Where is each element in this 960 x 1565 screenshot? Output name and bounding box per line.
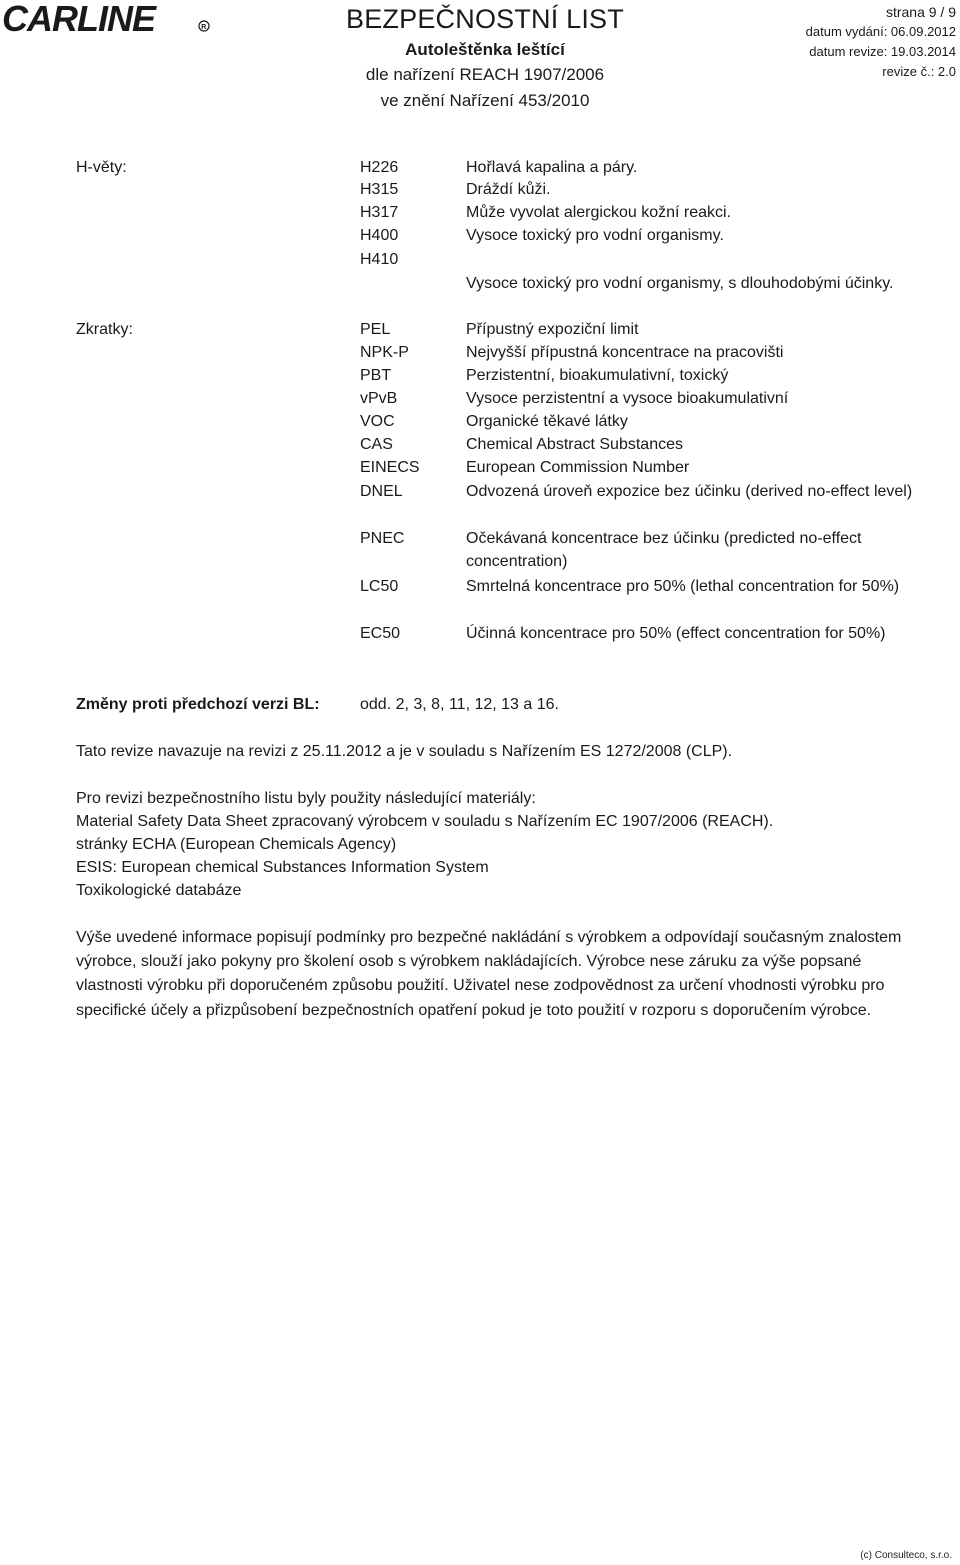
h-text: Vysoce toxický pro vodní organismy, s dlouhodobými účinky.	[466, 275, 894, 292]
abbr-code: PNEC	[360, 530, 405, 547]
abbr-text: Organické těkavé látky	[466, 413, 628, 430]
h-code: H400	[360, 227, 399, 244]
abbreviations-label: Zkratky:	[76, 321, 133, 338]
source-item: Toxikologické databáze	[76, 882, 242, 899]
abbr-text: European Commission Number	[466, 459, 690, 476]
h-code: H317	[360, 204, 399, 221]
disclaimer: Výše uvedené informace popisují podmínky pro bezpečné nakládání s výrobkem a odpovídají současným znalostem výrobce, slouží jako pokyny pro školení osob s výrobkem nakládajících. Výrobce nese záruku za výše popsané vlastnosti výrobku při doporučeném způsobu použití. Uživatel nese zodpovědnost za určení vhodnosti výrobku pro specifické účely a přizpůsobení bezpečnostních opatření pokud je toto použití v rozporu s doporučením výrobce.	[76, 929, 902, 1019]
carline-logo	[0, 0, 215, 40]
abbr-text: Nejvyšší přípustná koncentrace na pracovišti	[466, 344, 784, 361]
source-item: Material Safety Data Sheet zpracovaný výrobcem v souladu s Nařízením EC 1907/2006 (REACH).	[76, 813, 774, 830]
source-item: stránky ECHA (European Chemicals Agency)	[76, 836, 397, 853]
changes-value: odd. 2, 3, 8, 11, 12, 13 a 16.	[360, 696, 559, 713]
svg-text:CARLINE: CARLINE	[2, 0, 155, 39]
abbr-code: VOC	[360, 413, 395, 430]
regulation: dle nařízení REACH 1907/2006	[365, 65, 605, 84]
page-number: strana 9 / 9	[885, 4, 956, 20]
h-statements-label: H-věty:	[76, 159, 127, 176]
abbr-code: CAS	[360, 436, 393, 453]
sources-intro: Pro revizi bezpečnostního listu byly použity následující materiály:	[76, 790, 536, 807]
revision-number: revize č.: 2.0	[882, 64, 956, 79]
abbr-text: Smrtelná koncentrace pro 50% (lethal concentration for 50%)	[466, 578, 900, 595]
h-code: H410	[360, 251, 399, 268]
revision-note: Tato revize navazuje na revizi z 25.11.2012 a je v souladu s Nařízením ES 1272/2008 (CLP).	[76, 743, 733, 760]
abbr-text: Účinná koncentrace pro 50% (effect concentration for 50%)	[466, 625, 886, 642]
h-text: Může vyvolat alergickou kožní reakci.	[466, 204, 731, 221]
svg-text:R: R	[201, 24, 207, 31]
header-center	[300, 2, 670, 114]
abbr-code: NPK-P	[360, 344, 409, 361]
abbr-code: EC50	[360, 625, 401, 642]
abbr-code: PEL	[360, 321, 391, 338]
abbr-code: LC50	[360, 578, 399, 595]
product-name: Autoleštěnka leštící	[405, 40, 565, 59]
abbr-text: Očekávaná koncentrace bez účinku (predicted no-effect concentration)	[466, 530, 862, 570]
source-item: ESIS: European chemical Substances Information System	[76, 859, 489, 876]
footer-copyright: (c) Consulteco, s.r.o.	[860, 1550, 952, 1561]
abbr-code: EINECS	[360, 459, 420, 476]
revision-date: datum revize: 19.03.2014	[809, 44, 956, 59]
abbr-code: DNEL	[360, 483, 403, 500]
changes-label: Změny proti předchozí verzi BL:	[76, 696, 320, 713]
issue-date: datum vydání: 06.09.2012	[805, 24, 956, 39]
abbr-text: Přípustný expoziční limit	[466, 321, 639, 338]
abbr-text: Perzistentní, bioakumulativní, toxický	[466, 367, 729, 384]
document-title: BEZPEČNOSTNÍ LIST	[346, 4, 624, 34]
abbr-code: vPvB	[360, 390, 398, 407]
h-text: Hořlavá kapalina a páry.	[466, 159, 638, 176]
h-text: Dráždí kůži.	[466, 181, 551, 198]
changes-section	[76, 693, 936, 717]
h-text: Vysoce toxický pro vodní organismy.	[466, 227, 724, 244]
abbr-text: Odvozená úroveň expozice bez účinku (derived no-effect level)	[466, 483, 913, 500]
abbr-text: Vysoce perzistentní a vysoce bioakumulativní	[466, 390, 789, 407]
header-meta	[806, 2, 956, 82]
h-code: H315	[360, 181, 399, 198]
regulation-amendment: ve znění Nařízení 453/2010	[380, 91, 590, 110]
abbr-text: Chemical Abstract Substances	[466, 436, 683, 453]
abbr-code: PBT	[360, 367, 392, 384]
h-code: H226	[360, 159, 399, 176]
